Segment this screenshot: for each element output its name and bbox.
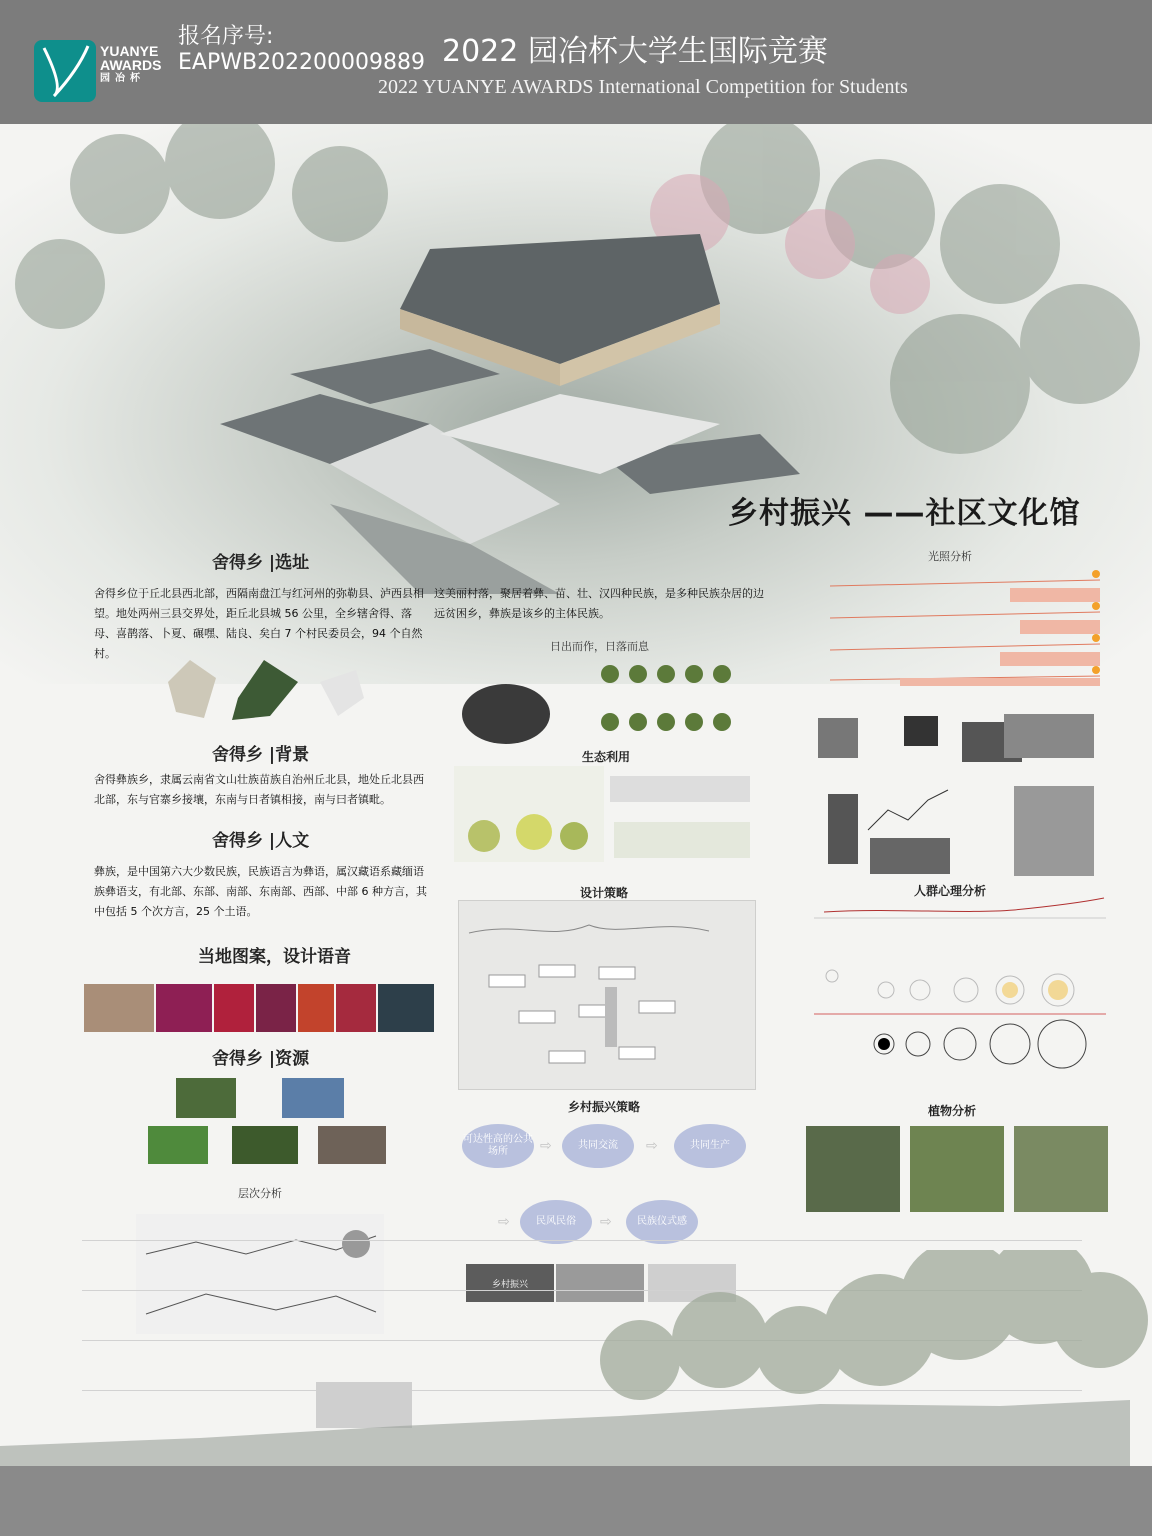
ecology-diagram-bottom bbox=[454, 766, 754, 862]
ecology-diagram-top bbox=[450, 656, 760, 756]
arrow-icon: ⇨ bbox=[600, 1214, 612, 1230]
crowd-psych-label: 人群心理分析 bbox=[914, 884, 987, 898]
registration-label: 报名序号: bbox=[178, 24, 274, 49]
design-strategy-panel bbox=[458, 900, 756, 1090]
logo-cn: 园冶杯 bbox=[100, 73, 145, 84]
logo-line1: YUANYE bbox=[100, 43, 159, 59]
revival-node-public-space: 可达性高的公共场所 bbox=[462, 1124, 534, 1168]
crowd-psych-diagram bbox=[814, 896, 1106, 1076]
revival-node-communication: 共同交流 bbox=[562, 1124, 634, 1168]
strategy-flowchart bbox=[459, 901, 755, 1089]
poster-main-title: 乡村振兴 ——社区文化馆 bbox=[728, 496, 1081, 531]
competition-title-cn: 2022 园冶杯大学生国际竞赛 bbox=[442, 34, 828, 69]
crowd-photos bbox=[818, 710, 1098, 880]
plant-analysis-label: 植物分析 bbox=[928, 1104, 977, 1118]
revival-strategy-label: 乡村振兴策略 bbox=[568, 1100, 641, 1114]
location-maps bbox=[160, 652, 370, 724]
light-analysis-diagram bbox=[800, 566, 1110, 690]
site-section-elevation bbox=[0, 1250, 1152, 1466]
logo-swoosh-icon bbox=[34, 40, 96, 102]
sunrise-label: 日出而作，日落而息 bbox=[550, 640, 649, 653]
background-paragraph: 舍得彝族乡，隶属云南省文山壮族苗族自治州丘北县，地处丘北县西北部，东与官寨乡接壤，东南与日者镇相接，南与曰者镇毗。 bbox=[94, 773, 424, 806]
site-paragraph: 舍得乡位于丘北县西北部，西隔南盘江与红河州的弥勒县、泸西县相望。地处两州三县交界处，距丘北县城 56 公里，全乡辖舍得、落母、喜鹊落、卜夏、碾嘿、陆良、矣白 7 个村民委员会，94 个自然村。 bbox=[94, 587, 424, 660]
revival-step-1: 乡村振兴 bbox=[466, 1264, 554, 1302]
culture-paragraph: 彝族，是中国第六大少数民族，民族语言为彝语，属汉藏语系藏缅语族彝语支，有北部、东部、南部、东南部、西部、中部 6 种方言，其中包括 5 个次方言，25 个土语。 bbox=[94, 865, 427, 918]
registration-block bbox=[178, 24, 425, 76]
registration-number: EAPWB202200009889 bbox=[178, 50, 426, 75]
section-guide-line bbox=[82, 1240, 1082, 1241]
arrow-icon: ⇨ bbox=[540, 1138, 552, 1154]
site-section-title: 舍得乡 |选址 bbox=[212, 553, 310, 573]
light-analysis-label: 光照分析 bbox=[928, 550, 972, 563]
arrow-icon: ⇨ bbox=[498, 1214, 510, 1230]
revival-node-ritual: 民族仪式感 bbox=[626, 1200, 698, 1244]
design-strategy-label: 设计策略 bbox=[580, 886, 629, 900]
background-section-title: 舍得乡 |背景 bbox=[212, 745, 310, 765]
layers-section-title: 层次分析 bbox=[238, 1187, 282, 1200]
revival-node-folk-customs: 民风民俗 bbox=[520, 1200, 592, 1244]
footer-bar bbox=[0, 1466, 1152, 1536]
yuanye-logo bbox=[34, 40, 96, 102]
arrow-icon: ⇨ bbox=[646, 1138, 658, 1154]
header-bar bbox=[0, 0, 1152, 124]
culture-section-title: 舍得乡 |人文 bbox=[212, 831, 310, 851]
patterns-section-title: 当地图案，设计语音 bbox=[198, 947, 351, 967]
revival-node-production: 共同生产 bbox=[674, 1124, 746, 1168]
ethnic-pattern-strip bbox=[84, 984, 434, 1032]
site-paragraph-2: 这美丽村落，聚居着彝、苗、壮、汉四种民族，是多种民族杂居的边远贫困乡，彝族是该乡的主体民族。 bbox=[434, 587, 764, 620]
resources-section-title: 舍得乡 |资源 bbox=[212, 1049, 310, 1069]
logo-text bbox=[100, 44, 161, 86]
logo-line2: AWARDS bbox=[100, 57, 162, 73]
resource-photos bbox=[148, 1076, 388, 1166]
plant-photos bbox=[806, 1126, 1108, 1216]
competition-title-en: 2022 YUANYE AWARDS International Competition for Students bbox=[378, 76, 908, 98]
ecology-label: 生态利用 bbox=[582, 750, 631, 764]
